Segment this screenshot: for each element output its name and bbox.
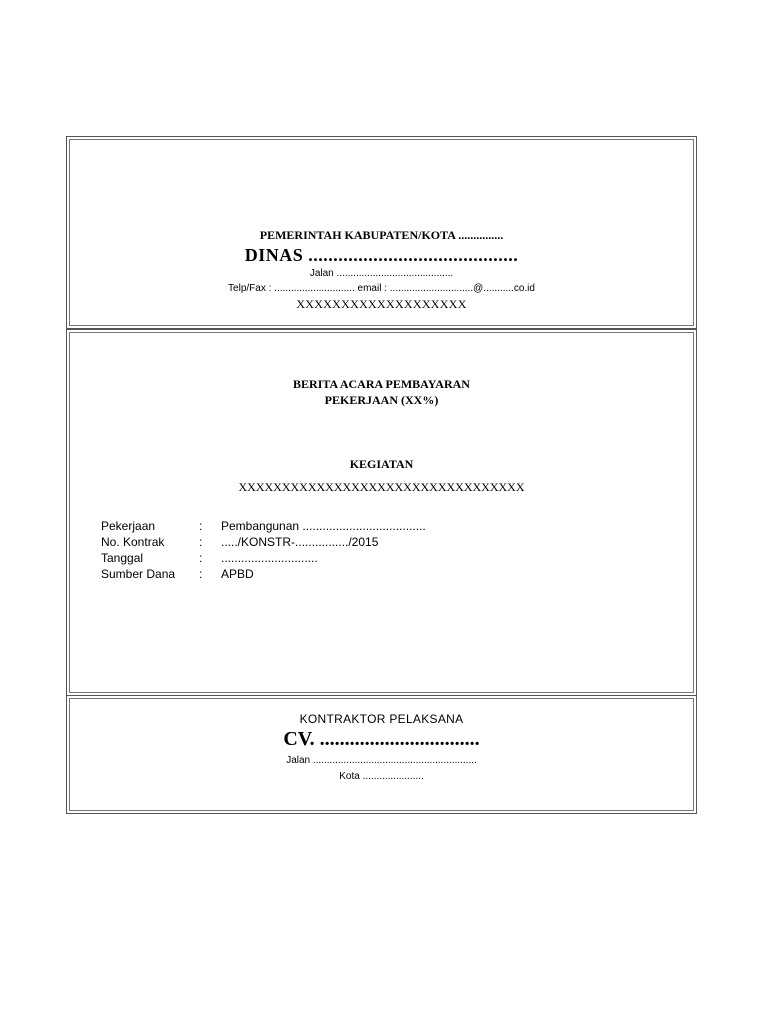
field-value: ...../KONSTR-................/2015 — [221, 535, 379, 549]
government-name: PEMERINTAH KABUPATEN/KOTA ............... — [259, 228, 504, 242]
contractor-city: Kota ...................... — [339, 771, 424, 782]
field-separator: : — [199, 551, 203, 565]
field-label: Sumber Dana — [101, 567, 176, 581]
agency-contact: Telp/Fax : ............................. email : ..............................@...........co.id — [228, 283, 535, 294]
field-separator: : — [199, 567, 203, 581]
field-value: ............................. — [221, 551, 318, 565]
agency-name: DINAS .......................................... — [244, 245, 519, 265]
agency-header-box — [66, 136, 697, 329]
agency-address: Jalan .......................................... — [309, 268, 454, 279]
contractor-company: CV. ................................ — [283, 728, 480, 750]
field-separator: : — [199, 535, 203, 549]
field-label: Pekerjaan — [101, 519, 156, 533]
contractor-box — [66, 695, 697, 814]
field-separator: : — [199, 519, 203, 533]
document-title-line1: BERITA ACARA PEMBAYARAN — [293, 377, 470, 391]
activity-name: XXXXXXXXXXXXXXXXXXXXXXXXXXXXXXXXX — [238, 480, 525, 494]
field-value: Pembangunan ..................................... — [221, 519, 426, 533]
activity-heading: KEGIATAN — [349, 457, 414, 471]
field-label: No. Kontrak — [101, 535, 165, 549]
document-title-line2: PEKERJAAN (XX%) — [324, 393, 439, 407]
field-value: APBD — [221, 567, 254, 581]
payment-report-box — [66, 329, 697, 696]
agency-code: XXXXXXXXXXXXXXXXXXX — [296, 297, 467, 311]
field-label: Tanggal — [101, 551, 144, 565]
contractor-heading: KONTRAKTOR PELAKSANA — [299, 712, 464, 726]
contractor-address: Jalan ........................................................... — [286, 755, 477, 766]
